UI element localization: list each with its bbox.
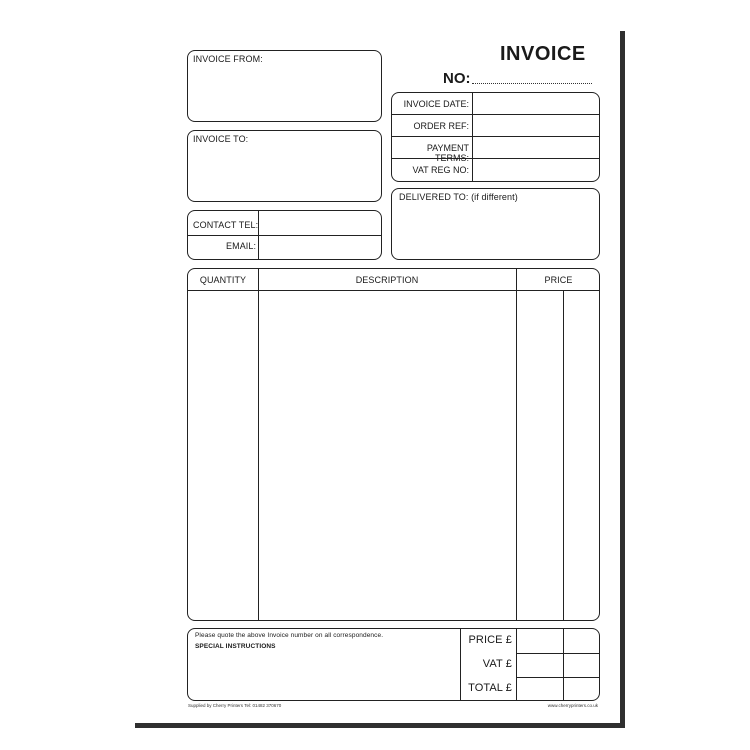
items-table: [187, 268, 600, 621]
invoice-number-field[interactable]: [472, 83, 592, 84]
description-header: DESCRIPTION: [355, 275, 419, 285]
vat-reg-field[interactable]: [473, 159, 599, 181]
contact-tel-field[interactable]: [259, 211, 381, 234]
quantity-column-area[interactable]: [188, 291, 257, 620]
order-ref-field[interactable]: [473, 115, 599, 135]
special-instructions-label: SPECIAL INSTRUCTIONS: [195, 643, 276, 650]
contact-box: [187, 210, 382, 260]
invoice-from-label: INVOICE FROM:: [193, 54, 263, 64]
price-header: PRICE: [544, 275, 573, 285]
order-ref-label: ORDER REF:: [413, 121, 469, 131]
vat-total-field[interactable]: [517, 654, 599, 676]
printer-website: www.cherryprinters.co.uk: [547, 703, 598, 708]
price-total-label: PRICE £: [468, 634, 512, 646]
invoice-date-label: INVOICE DATE:: [403, 99, 469, 109]
invoice-sheet: [130, 26, 620, 723]
invoice-number-label: NO:: [443, 70, 471, 87]
delivered-to-label: DELIVERED TO: (if different): [399, 192, 518, 202]
price-total-field[interactable]: [517, 629, 599, 652]
payment-terms-field[interactable]: [473, 137, 599, 157]
invoice-title: INVOICE: [500, 43, 586, 65]
special-instructions-field[interactable]: [190, 653, 458, 699]
grand-total-label: TOTAL £: [468, 682, 512, 694]
contact-tel-label: CONTACT TEL:: [193, 220, 259, 230]
delivered-to-box[interactable]: [391, 188, 600, 260]
vat-total-label: VAT £: [482, 658, 512, 670]
description-column-area[interactable]: [259, 291, 515, 620]
footer-box: [187, 628, 600, 701]
correspondence-note: Please quote the above Invoice number on all correspondence.: [195, 632, 384, 639]
price-column-area[interactable]: [517, 291, 599, 620]
vat-reg-label: VAT REG NO:: [412, 165, 469, 175]
email-field[interactable]: [259, 236, 381, 259]
email-label: EMAIL:: [226, 241, 257, 251]
invoice-to-box[interactable]: [187, 130, 382, 202]
quantity-header: QUANTITY: [199, 275, 247, 285]
invoice-to-label: INVOICE TO:: [193, 134, 249, 144]
invoice-details-box: [391, 92, 600, 182]
grand-total-field[interactable]: [517, 678, 599, 700]
payment-terms-label: PAYMENT TERMS:: [426, 143, 469, 163]
invoice-date-field[interactable]: [473, 93, 599, 113]
invoice-from-box[interactable]: [187, 50, 382, 122]
supplier-credit: Supplied by Cherry Printers Tel: 01482 370670: [188, 703, 282, 708]
